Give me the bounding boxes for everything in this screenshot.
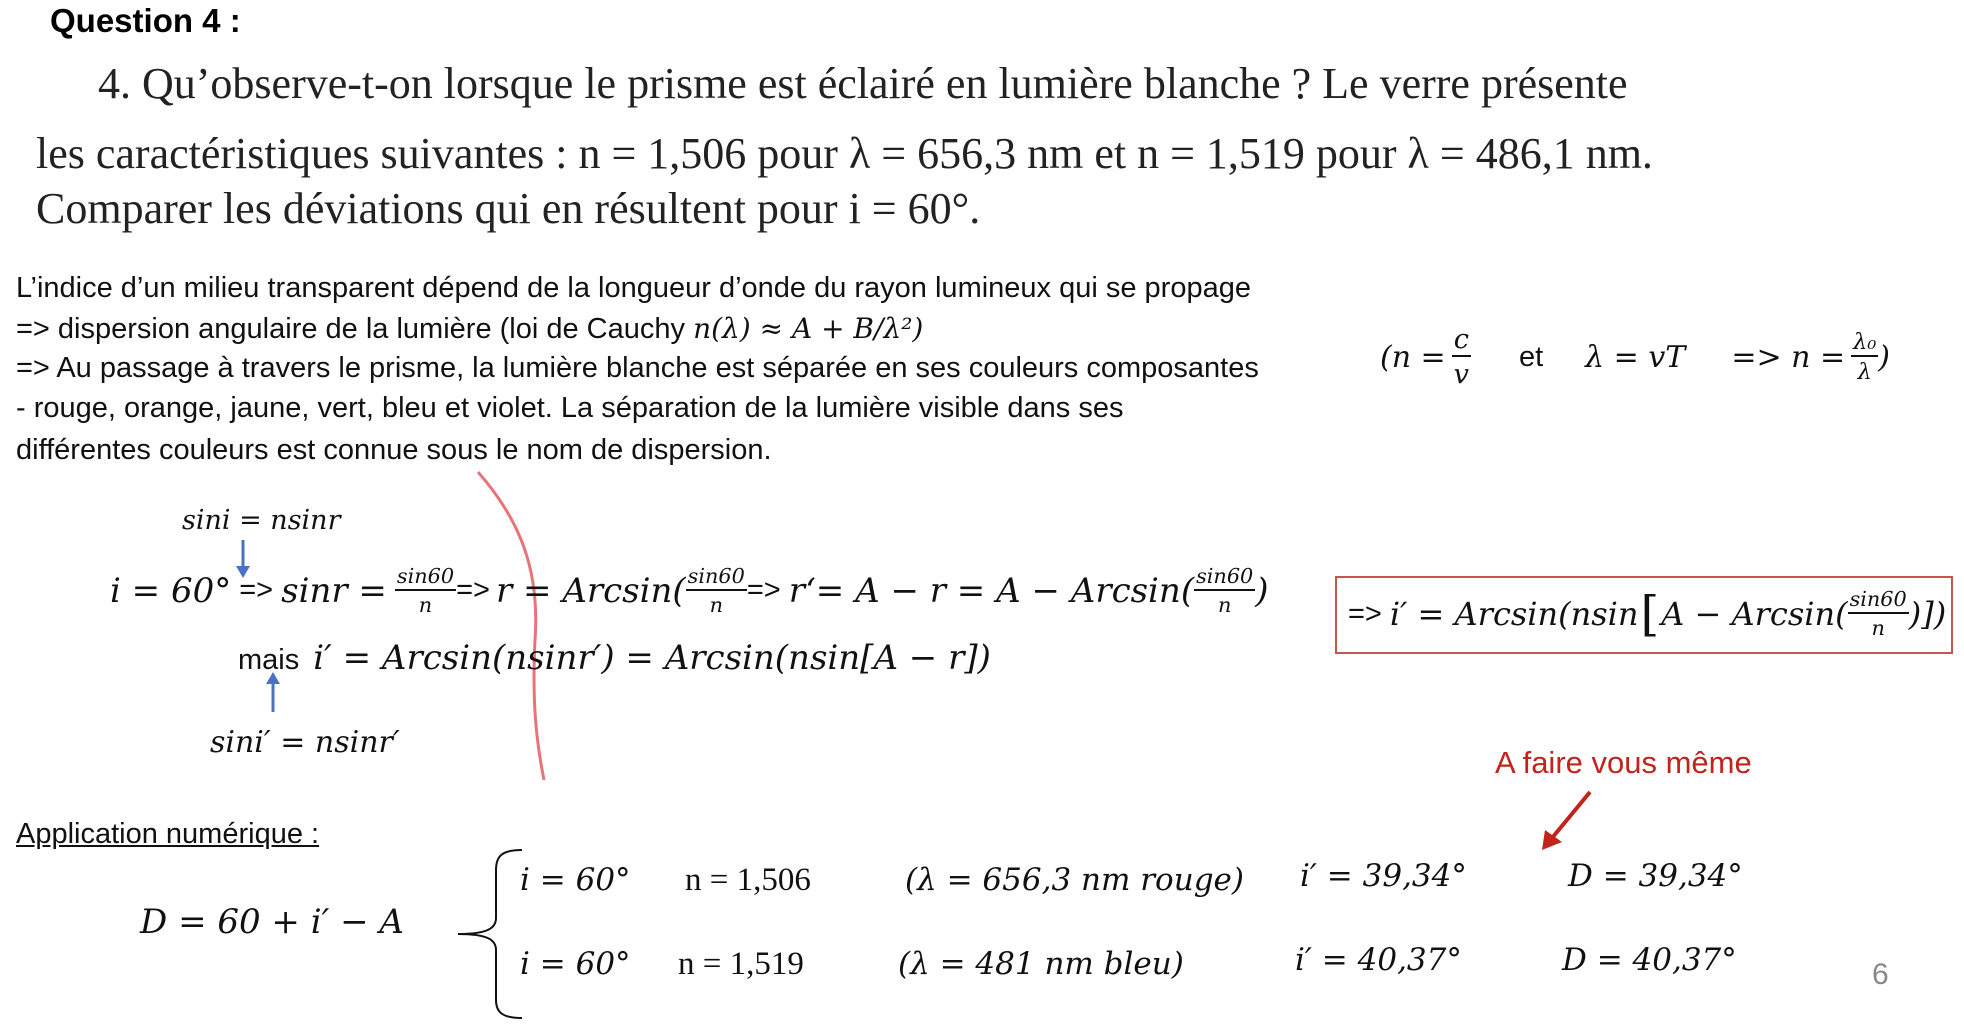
page-number: 6 <box>1872 958 1889 991</box>
derivation-line <box>110 566 1269 616</box>
i-equals-60: i = 60° <box>110 570 232 611</box>
row1-D: D = 39,34° <box>1568 858 1743 894</box>
row2-D: D = 40,37° <box>1562 942 1737 978</box>
side-open: (n = <box>1380 339 1446 375</box>
explanation-line-4: - rouge, orange, jaune, vert, bleu et violet. La séparation de la lumière visible dans ses <box>16 392 1124 424</box>
result-arrow: => <box>1348 597 1382 630</box>
mais-label: mais <box>238 644 300 676</box>
red-pen-stroke <box>478 472 544 780</box>
sin60-over-n-3 <box>1194 566 1255 616</box>
explanation-line-2-text: => dispersion angulaire de la lumière (loi de Cauchy <box>16 313 685 345</box>
question-title: Question 4 : <box>50 2 241 39</box>
n-1: n <box>418 592 433 617</box>
lambda-symbol: λ <box>1857 359 1872 386</box>
row1-lambda: (λ = 656,3 nm rouge) <box>905 862 1244 898</box>
result-bracket-content: A − Arcsin( <box>1661 595 1848 633</box>
side-close: ) <box>1878 339 1891 375</box>
n-2: n <box>709 592 723 617</box>
explanation-line-3: => Au passage à travers le prisme, la lumière blanche est séparée en ses couleurs composantes <box>16 352 1259 384</box>
i-prime-equation: i′ = Arcsin(nsinr′) = Arcsin(nsin[A − r]) <box>313 638 991 678</box>
row1-i: i = 60° <box>520 862 631 898</box>
close-paren-1: ) <box>1255 570 1269 611</box>
result-n: n <box>1871 616 1885 640</box>
deviation-formula: D = 60 + i′ − A <box>140 902 404 942</box>
red-note-arrow <box>1542 792 1590 850</box>
mais-line <box>238 638 991 678</box>
result-formula <box>1348 586 1946 642</box>
left-brace <box>458 850 522 1018</box>
v-symbol: v <box>1453 359 1469 391</box>
result-sin60: sin60 <box>1848 589 1909 614</box>
sin60-over-n-1 <box>395 566 456 616</box>
sinr-equals: sinr = <box>281 570 387 611</box>
row1-n: n = 1,506 <box>685 862 811 898</box>
result-close: )]) <box>1908 595 1947 633</box>
lambda0-symbol: λ₀ <box>1851 331 1878 357</box>
do-it-yourself-note: A faire vous même <box>1495 745 1752 780</box>
sini-label: sini = nsinr <box>182 505 341 536</box>
cauchy-formula: n(λ) ≈ A + B/λ²) <box>693 312 924 345</box>
row2-n: n = 1,519 <box>678 946 804 982</box>
question-line-2: les caractéristiques suivantes : n = 1,506 pour λ = 656,3 nm et n = 1,519 pour λ = 486,1 nm. <box>36 129 1653 178</box>
r-prime-eq: r‘= A − r = A − Arcsin( <box>788 570 1195 611</box>
sin60-1: sin60 <box>395 566 456 591</box>
row2-i-prime: i′ = 40,37° <box>1295 942 1462 978</box>
lambda-vt: λ = vT <box>1585 339 1686 375</box>
n-3: n <box>1218 592 1232 617</box>
open-bracket: [ <box>1640 586 1660 642</box>
sin60-over-n-2 <box>686 566 747 616</box>
et-label: et <box>1518 340 1544 373</box>
sin60-2: sin60 <box>686 566 747 591</box>
row1-i-prime: i′ = 39,34° <box>1300 858 1467 894</box>
explanation-line-1: L’indice d’un milieu transparent dépend de la longueur d’onde du rayon lumineux qui se propage <box>16 272 1251 304</box>
r-equals-arcsin: r = Arcsin( <box>495 570 686 611</box>
blue-arrow-up <box>266 672 280 712</box>
arrow-3: => <box>746 574 781 607</box>
application-title: Application numérique : <box>16 818 320 850</box>
question-line-1: 4. Qu’observe-t-on lorsque le prisme est éclairé en lumière blanche ? Le verre présente <box>98 59 1628 108</box>
explanation-line-5: différentes couleurs est connue sous le nom de dispersion. <box>16 434 772 466</box>
arrow-1: => <box>239 574 274 607</box>
c-symbol: c <box>1452 326 1471 357</box>
result-sin60-over-n <box>1848 589 1909 639</box>
question-line-3: Comparer les déviations qui en résultent pour i = 60°. <box>36 184 981 233</box>
result-i-prime: i′ = Arcsin(nsin <box>1389 595 1639 633</box>
sin60-3: sin60 <box>1194 566 1255 591</box>
sini-prime-label: sini′ = nsinr′ <box>210 725 400 760</box>
arrow-2: => <box>456 574 490 607</box>
row2-lambda: (λ = 481 nm bleu) <box>898 946 1184 982</box>
row2-i: i = 60° <box>520 946 631 982</box>
n-arrow: => n = <box>1731 339 1846 375</box>
